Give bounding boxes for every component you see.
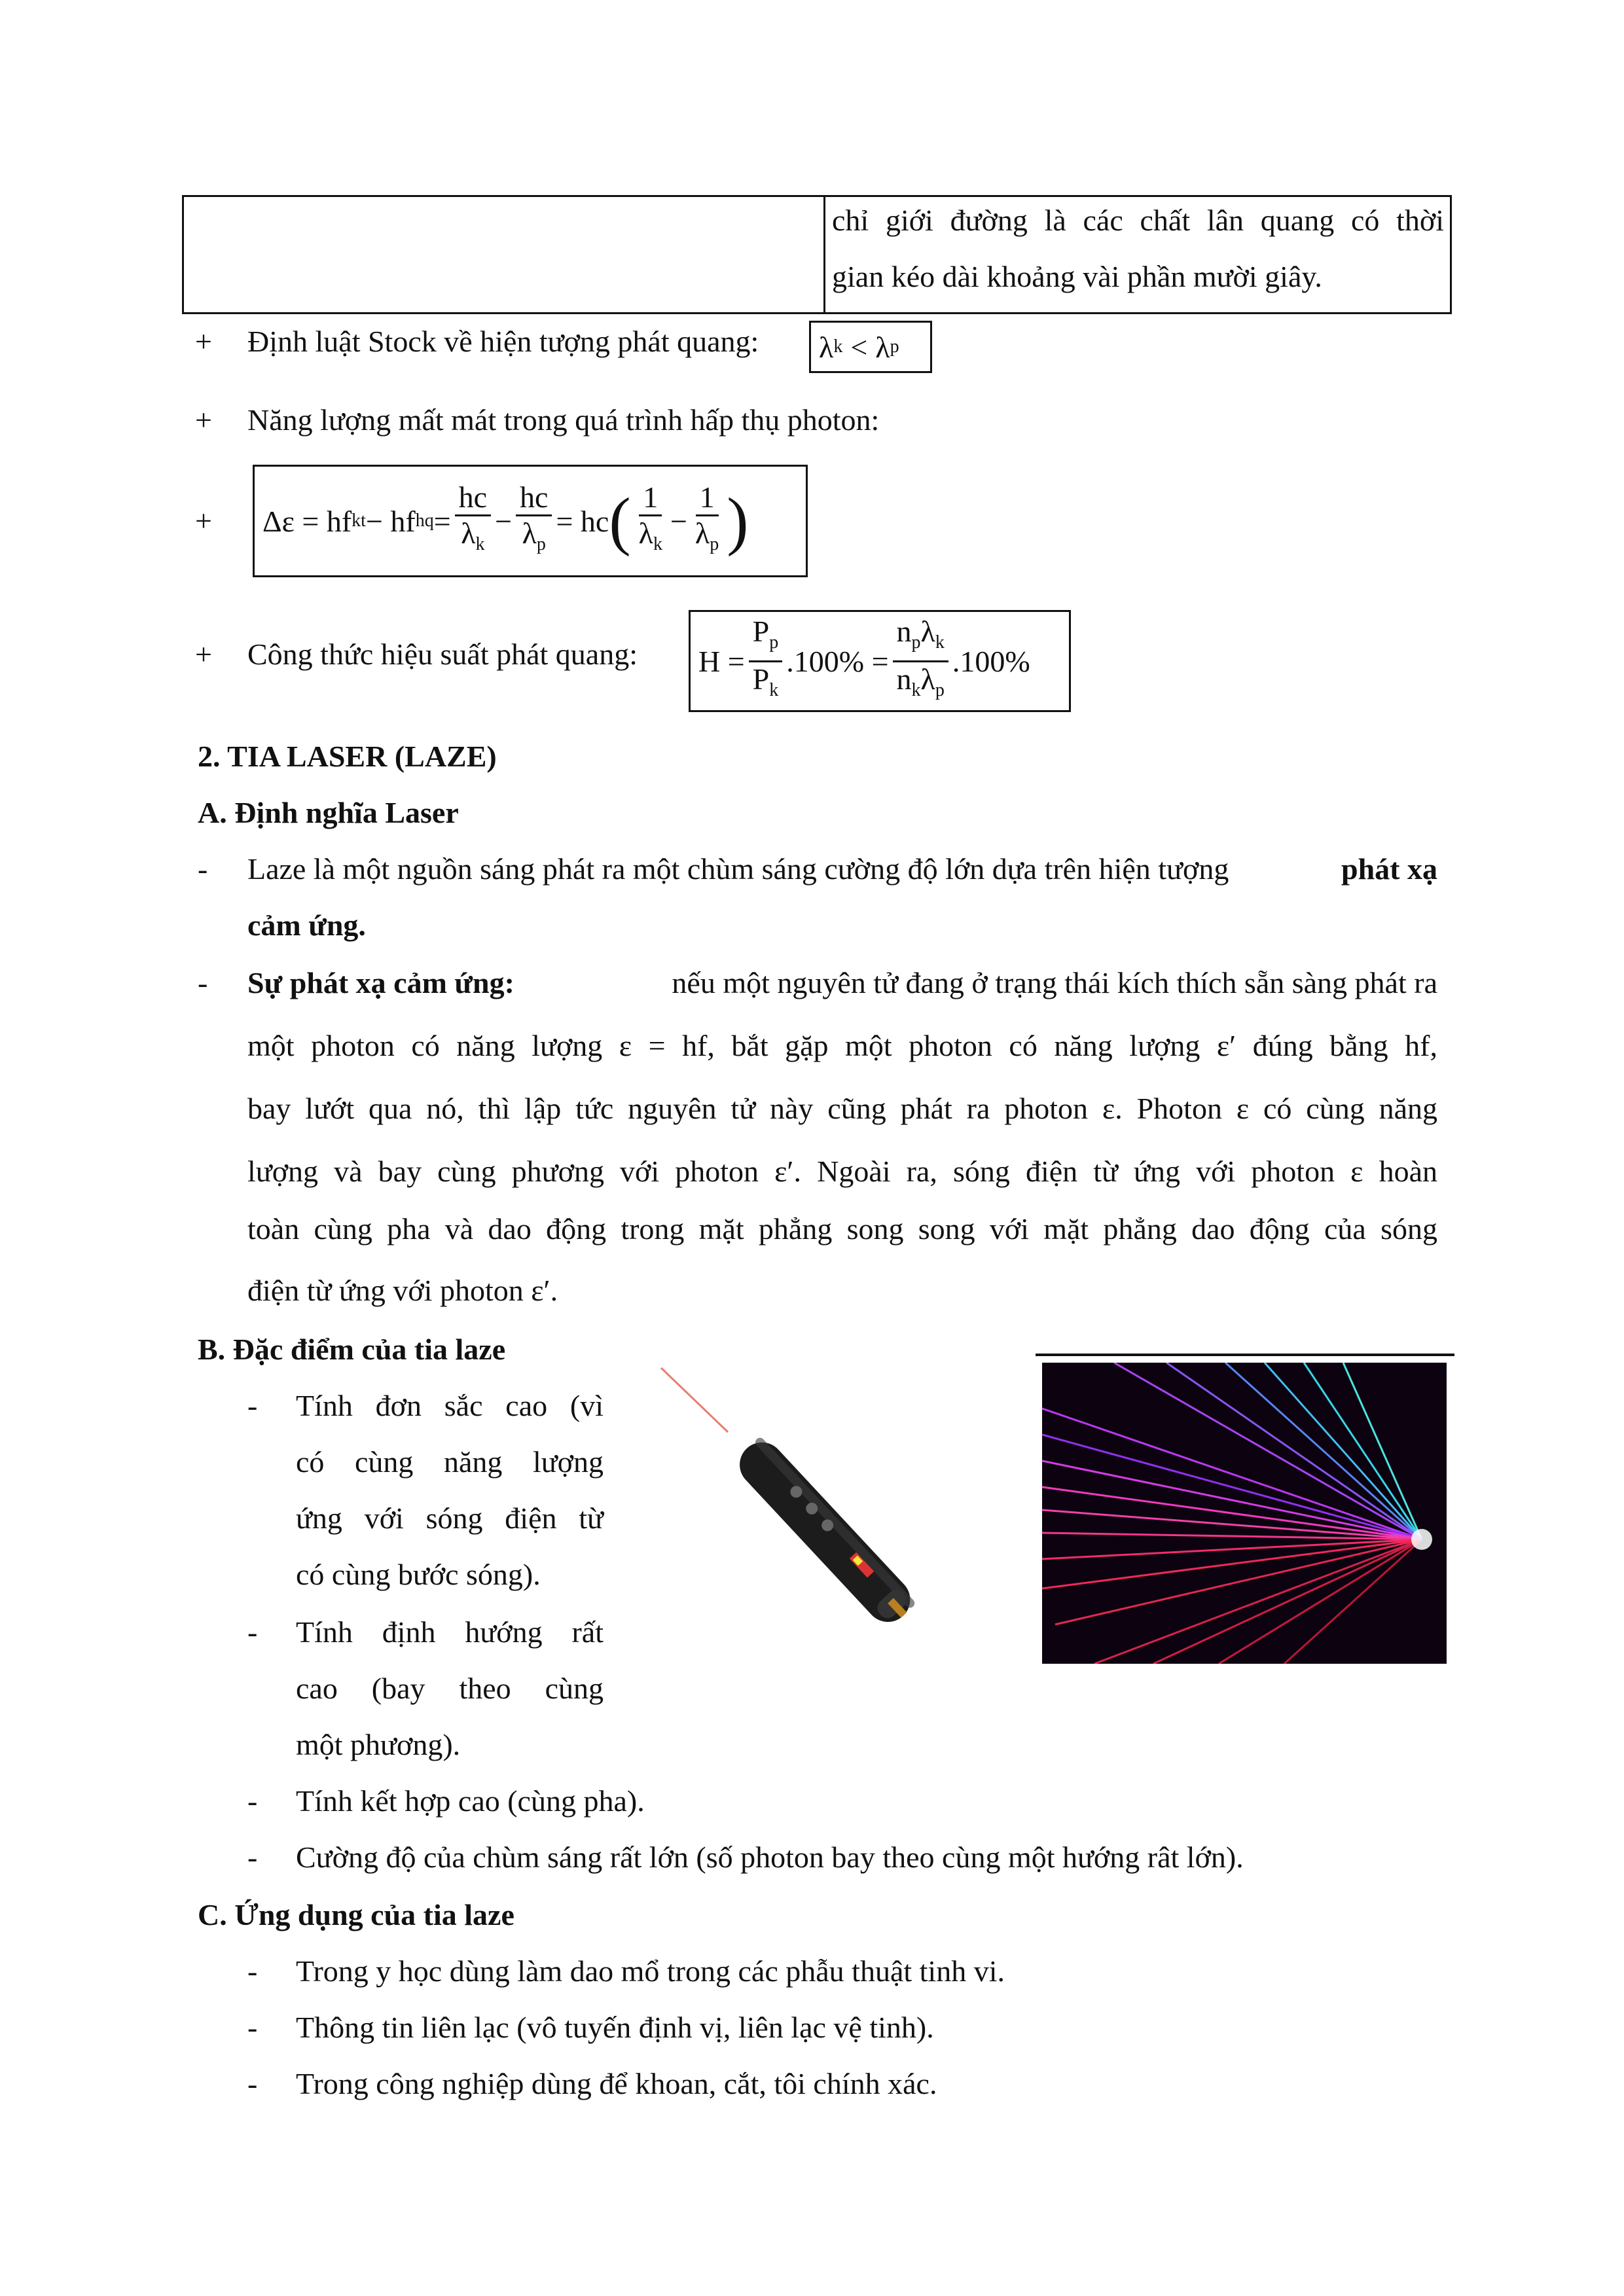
laser-beams-image-border (1036, 1354, 1454, 1356)
application-item: Thông tin liên lạc (vô tuyến định vị, liên lạc vệ tinh). (296, 2011, 934, 2044)
stock-law-label: Định luật Stock về hiện tượng phát quang: (247, 325, 759, 358)
stimulated-emission-line: một photon có năng lượng ε = hf, bắt gặp một photon có năng lượng ε′ đúng bằng hf, (247, 1029, 1437, 1062)
efficiency-label: Công thức hiệu suất phát quang: (247, 637, 638, 671)
stimulated-emission-line: Sự phát xạ cảm ứng: nếu một nguyên tử đang ở trạng thái kích thích sẵn sàng phát ra (247, 966, 1437, 999)
stimulated-emission-line: bay lướt qua nó, thì lập tức nguyên tử này cũng phát ra photon ε. Photon ε có cùng năng (247, 1092, 1437, 1125)
table-cell-line: chỉ giới đường là các chất lân quang có thời (832, 204, 1444, 237)
application-item: Trong công nghiệp dùng để khoan, cắt, tôi chính xác. (296, 2067, 937, 2100)
stimulated-emission-line: toàn cùng pha và dao động trong mặt phẳng song song với mặt phẳng dao động của sóng (247, 1212, 1437, 1246)
feature-item-monochromatic: Tính đơn sắc cao (vì có cùng năng lượng ứng với sóng điện từ có cùng bước sóng). (296, 1389, 604, 1591)
subsection-heading-C: C. Ứng dụng của tia laze (198, 1898, 514, 1931)
dash-marker: - (247, 2067, 258, 2100)
plus-marker: + (195, 504, 212, 537)
table-cell-left (184, 197, 825, 312)
dash-marker: - (247, 1840, 258, 1874)
plus-marker: + (195, 325, 212, 358)
continued-table (182, 195, 1452, 314)
section-heading: 2. TIA LASER (LAZE) (198, 740, 497, 773)
stimulated-emission-line: điện từ ứng với photon ε′. (247, 1274, 558, 1307)
subsection-heading-B: B. Đặc điểm của tia laze (198, 1333, 506, 1366)
energy-loss-label: Năng lượng mất mát trong quá trình hấp thụ photon: (247, 403, 880, 437)
feature-item-intensity: Cường độ của chùm sáng rất lớn (số photon bay theo cùng một hướng rât lớn). (296, 1840, 1244, 1874)
dash-marker: - (247, 2011, 258, 2044)
feature-item-coherent: Tính kết hợp cao (cùng pha). (296, 1784, 645, 1818)
stimulated-emission-line: lượng và bay cùng phương với photon ε′. Ngoài ra, sóng điện từ ứng với photon ε hoàn (247, 1155, 1437, 1188)
efficiency-formula-box: H = $\frac{P_p}{P_k}$ .100% = $\frac{n_p\lambda_k}{n_k\lambda_p}$ .100% (689, 610, 1071, 712)
dash-marker: - (198, 852, 208, 886)
table-cell-right (832, 201, 1444, 296)
fraction: $\frac{hc}{\lambda_p}$ (516, 480, 552, 562)
dash-marker: - (198, 966, 208, 999)
application-item: Trong y học dùng làm dao mổ trong các phẫu thuật tinh vi. (296, 1954, 1005, 1988)
dash-marker: - (247, 1615, 258, 1649)
dash-marker: - (247, 1784, 258, 1818)
definition-line: Laze là một nguồn sáng phát ra một chùm sáng cường độ lớn dựa trên hiện tượng phát xạ (247, 852, 1437, 886)
dash-marker: - (247, 1954, 258, 1988)
stock-formula-box: λ k < λ p (809, 321, 932, 373)
fraction: $\frac{P_p}{P_k}$ (749, 615, 783, 707)
fraction: $\frac{1}{\lambda_p}$ (695, 480, 719, 555)
fraction: $\frac{n_p\lambda_k}{n_k\lambda_p}$ (893, 615, 948, 707)
definition-line: cảm ứng. (247, 908, 366, 942)
plus-marker: + (195, 403, 212, 437)
fraction: $\frac{hc}{\lambda_k}$ (455, 480, 491, 562)
subsection-heading-A: A. Định nghĩa Laser (198, 796, 459, 829)
dash-marker: - (247, 1389, 258, 1422)
table-cell-line: gian kéo dài khoảng vài phần mười giây. (832, 260, 1322, 293)
laser-beams-image (1042, 1363, 1447, 1664)
laser-pointer-image (655, 1355, 962, 1656)
energy-formula-box: Δε = hf kt − hf hq = $\frac{hc}{\lambda_k}$ − $\frac{hc}{\lambda_p}$ = hc ( $\frac{1}{\lambda_k}$ − $\frac{1}{\lambda_p}$ ) (253, 465, 808, 577)
plus-marker: + (195, 637, 212, 671)
fraction: $\frac{1}{\lambda_k}$ (638, 480, 662, 555)
feature-item-directional: Tính định hướng rất cao (bay theo cùng một phương). (296, 1615, 604, 1761)
